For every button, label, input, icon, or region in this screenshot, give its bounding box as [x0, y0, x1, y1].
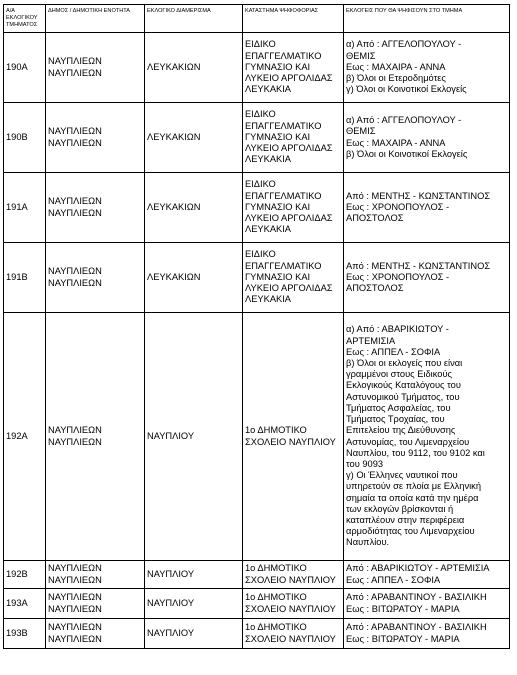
- electors-line: ΘΕΜΙΣ: [346, 50, 376, 61]
- section-code: 191Α: [4, 173, 46, 243]
- municipality-line: ΝΑΥΠΛΙΕΩΝ: [48, 425, 102, 436]
- municipality-cell: [46, 313, 145, 561]
- municipality-line: ΝΑΥΠΛΙΕΩΝ: [48, 603, 102, 614]
- electors-line: Από : ΑΡΑΒΑΝΤΙΝΟΥ - ΒΑΣΙΛΙΚΗ: [346, 622, 487, 633]
- municipality-line: ΝΑΥΠΛΙΕΩΝ: [48, 266, 102, 277]
- polling-station-cell: 1ο ΔΗΜΟΤΙΚΟ ΣΧΟΛΕΙΟ ΝΑΥΠΛΙΟΥ: [243, 619, 344, 649]
- municipality-cell: [46, 103, 145, 173]
- municipality-line: ΝΑΥΠΛΙΕΩΝ: [48, 137, 102, 148]
- municipality-line: ΝΑΥΠΛΙΕΩΝ: [48, 207, 102, 218]
- electors-line: β) Όλοι οι εκλογείς που είναι: [346, 358, 463, 369]
- section-code: 190Α: [4, 33, 46, 103]
- electors-line: Τμήματος Τροχαίας, του: [346, 414, 445, 425]
- table-row: [4, 561, 510, 589]
- electors-line: Από : ΑΒΑΡΙΚΙΩΤΟΥ - ΑΡΤΕΜΙΣΙΑ: [346, 563, 490, 574]
- polling-station-cell: ΕΙΔΙΚΟ ΕΠΑΓΓΕΛΜΑΤΙΚΟ ΓΥΜΝΑΣΙΟ ΚΑΙ ΛΥΚΕΙΟ ΑΡΓΟΛΙΔΑΣ ΛΕΥΚΑΚΙΑ: [243, 103, 344, 173]
- header-polling-station: ΚΑΤΑΣΤΗΜΑ ΨΗΦΟΦΟΡΙΑΣ: [243, 5, 344, 33]
- section-code: 193Α: [4, 589, 46, 619]
- electors-line: των εκλογών βρίσκονται ή: [346, 503, 454, 514]
- electors-line: σημαία τα οποία κατά την ημέρα: [346, 492, 479, 503]
- electors-line: Εως : ΑΠΠΕΛ - ΣΟΦΙΑ: [346, 574, 441, 585]
- electors-line: Από : ΜΕΝΤΗΣ - ΚΩΝΣΤΑΝΤΙΝΟΣ: [346, 190, 491, 201]
- table-row: [4, 619, 510, 649]
- electors-line: αρμοδιότητας του Λιμεναρχείου: [346, 526, 475, 537]
- municipality-cell: [46, 619, 145, 649]
- polling-station-cell: ΕΙΔΙΚΟ ΕΠΑΓΓΕΛΜΑΤΙΚΟ ΓΥΜΝΑΣΙΟ ΚΑΙ ΛΥΚΕΙΟ ΑΡΓΟΛΙΔΑΣ ΛΕΥΚΑΚΙΑ: [243, 173, 344, 243]
- municipality-line: ΝΑΥΠΛΙΕΩΝ: [48, 436, 102, 447]
- electoral-district-cell: ΝΑΥΠΛΙΟΥ: [145, 561, 243, 589]
- section-code: 193Β: [4, 619, 46, 649]
- municipality-line: ΝΑΥΠΛΙΕΩΝ: [48, 622, 102, 633]
- electors-line: Εως : ΒΙΤΩΡΑΤΟΥ - ΜΑΡΙΑ: [346, 633, 460, 644]
- municipality-line: ΝΑΥΠΛΙΕΩΝ: [48, 563, 102, 574]
- municipality-line: ΝΑΥΠΛΙΕΩΝ: [48, 592, 102, 603]
- municipality-cell: [46, 33, 145, 103]
- header-electors: ΕΚΛΟΓΕΙΣ ΠΟΥ ΘΑ ΨΗΦΙΣΟΥΝ ΣΤΟ ΤΜΗΜΑ: [344, 5, 510, 33]
- electors-line: Εως : ΧΡΟΝΟΠΟΥΛΟΣ -: [346, 271, 450, 282]
- municipality-cell: [46, 589, 145, 619]
- header-electoral-district: ΕΚΛΟΓΙΚΟ ΔΙΑΜΕΡΙΣΜΑ: [145, 5, 243, 33]
- electors-line: Εως : ΑΠΠΕΛ - ΣΟΦΙΑ: [346, 346, 441, 357]
- electoral-district-cell: ΛΕΥΚΑΚΙΩΝ: [145, 173, 243, 243]
- municipality-line: ΝΑΥΠΛΙΕΩΝ: [48, 56, 102, 67]
- electors-line: γραμμένοι στους Ειδικούς: [346, 369, 453, 380]
- table-header-row: [4, 5, 510, 33]
- electoral-district-cell: ΝΑΥΠΛΙΟΥ: [145, 313, 243, 561]
- municipality-cell: [46, 243, 145, 313]
- electors-cell: [344, 173, 510, 243]
- polling-station-cell: 1ο ΔΗΜΟΤΙΚΟ ΣΧΟΛΕΙΟ ΝΑΥΠΛΙΟΥ: [243, 589, 344, 619]
- section-code: 192Α: [4, 313, 46, 561]
- electors-line: Εκλογικούς Καταλόγους του: [346, 380, 461, 391]
- electors-line: Αστυνομικού Τμήματος, του: [346, 391, 460, 402]
- electors-line: Εως : ΧΡΟΝΟΠΟΥΛΟΣ -: [346, 201, 450, 212]
- electors-cell: [344, 561, 510, 589]
- electors-line: β) Όλοι οι Κοινοτικοί Εκλογείς: [346, 148, 468, 159]
- electoral-district-cell: ΛΕΥΚΑΚΙΩΝ: [145, 243, 243, 313]
- section-code: 191Β: [4, 243, 46, 313]
- electoral-district-cell: ΛΕΥΚΑΚΙΩΝ: [145, 33, 243, 103]
- electoral-district-cell: ΛΕΥΚΑΚΙΩΝ: [145, 103, 243, 173]
- electors-cell: [344, 33, 510, 103]
- electors-line: α) Από : ΑΒΑΡΙΚΙΩΤΟΥ -: [346, 324, 449, 335]
- polling-station-cell: 1ο ΔΗΜΟΤΙΚΟ ΣΧΟΛΕΙΟ ΝΑΥΠΛΙΟΥ: [243, 313, 344, 561]
- table-row: [4, 313, 510, 561]
- electors-line: του 9093: [346, 458, 384, 469]
- electors-cell: [344, 313, 510, 561]
- polling-station-cell: 1ο ΔΗΜΟΤΙΚΟ ΣΧΟΛΕΙΟ ΝΑΥΠΛΙΟΥ: [243, 561, 344, 589]
- municipality-cell: [46, 561, 145, 589]
- electors-line: καταπλέουν στην περιφέρεια: [346, 514, 465, 525]
- municipality-line: ΝΑΥΠΛΙΕΩΝ: [48, 574, 102, 585]
- header-section-number: Α/Α ΕΚΛΟΓΙΚΟΥ ΤΜΗΜΑΤΟΣ: [4, 5, 46, 33]
- municipality-line: ΝΑΥΠΛΙΕΩΝ: [48, 67, 102, 78]
- electors-line: Από : ΑΡΑΒΑΝΤΙΝΟΥ - ΒΑΣΙΛΙΚΗ: [346, 592, 487, 603]
- electors-line: ΑΡΤΕΜΙΣΙΑ: [346, 335, 396, 346]
- electors-line: γ) Οι Έλληνες ναυτικοί που: [346, 470, 458, 481]
- electors-line: Αστυνομίας, του Λιμεναρχείου: [346, 436, 470, 447]
- table-row: [4, 589, 510, 619]
- electors-line: Ναυπλίου.: [346, 537, 390, 548]
- electors-line: Εως : ΜΑΧΑΙΡΑ - ΑΝΝΑ: [346, 137, 446, 148]
- header-municipality: ΔΗΜΟΣ / ΔΗΜΟΤΙΚΗ ΕΝΟΤΗΤΑ: [46, 5, 145, 33]
- electors-line: β) Όλοι οι Ετεροδημότες: [346, 73, 446, 84]
- polling-stations-table: [3, 4, 510, 649]
- electors-line: ΑΠΟΣΤΟΛΟΣ: [346, 283, 404, 294]
- electors-cell: [344, 243, 510, 313]
- table-row: [4, 103, 510, 173]
- electors-line: α) Από : ΑΓΓΕΛΟΠΟΥΛΟΥ -: [346, 39, 462, 50]
- municipality-line: ΝΑΥΠΛΙΕΩΝ: [48, 633, 102, 644]
- municipality-line: ΝΑΥΠΛΙΕΩΝ: [48, 196, 102, 207]
- electoral-district-cell: ΝΑΥΠΛΙΟΥ: [145, 589, 243, 619]
- section-code: 192Β: [4, 561, 46, 589]
- electors-line: Τμήματος Ασφαλείας, του: [346, 402, 451, 413]
- electors-line: Εως : ΒΙΤΩΡΑΤΟΥ - ΜΑΡΙΑ: [346, 603, 460, 614]
- electoral-district-cell: ΝΑΥΠΛΙΟΥ: [145, 619, 243, 649]
- table-row: [4, 33, 510, 103]
- electors-line: Από : ΜΕΝΤΗΣ - ΚΩΝΣΤΑΝΤΙΝΟΣ: [346, 260, 491, 271]
- municipality-cell: [46, 173, 145, 243]
- electors-cell: [344, 103, 510, 173]
- section-code: 190Β: [4, 103, 46, 173]
- electors-line: Εως : ΜΑΧΑΙΡΑ - ΑΝΝΑ: [346, 61, 446, 72]
- electors-line: ΑΠΟΣΤΟΛΟΣ: [346, 213, 404, 224]
- polling-station-cell: ΕΙΔΙΚΟ ΕΠΑΓΓΕΛΜΑΤΙΚΟ ΓΥΜΝΑΣΙΟ ΚΑΙ ΛΥΚΕΙΟ ΑΡΓΟΛΙΔΑΣ ΛΕΥΚΑΚΙΑ: [243, 33, 344, 103]
- polling-station-cell: ΕΙΔΙΚΟ ΕΠΑΓΓΕΛΜΑΤΙΚΟ ΓΥΜΝΑΣΙΟ ΚΑΙ ΛΥΚΕΙΟ ΑΡΓΟΛΙΔΑΣ ΛΕΥΚΑΚΙΑ: [243, 243, 344, 313]
- electors-line: γ) Όλοι οι Κοινοτικοί Εκλογείς: [346, 84, 467, 95]
- table-row: [4, 173, 510, 243]
- electors-line: υπηρετούν σε πλοία με Ελληνική: [346, 481, 481, 492]
- electors-line: α) Από : ΑΓΓΕΛΟΠΟΥΛΟΥ -: [346, 115, 462, 126]
- municipality-line: ΝΑΥΠΛΙΕΩΝ: [48, 126, 102, 137]
- electors-cell: [344, 619, 510, 649]
- electors-line: ΘΕΜΙΣ: [346, 126, 376, 137]
- electors-cell: [344, 589, 510, 619]
- electors-line: Ναυπλίου, του 9112, του 9102 και: [346, 447, 485, 458]
- table-row: [4, 243, 510, 313]
- municipality-line: ΝΑΥΠΛΙΕΩΝ: [48, 277, 102, 288]
- electors-line: Επιτελείου της Διεύθυνσης: [346, 425, 456, 436]
